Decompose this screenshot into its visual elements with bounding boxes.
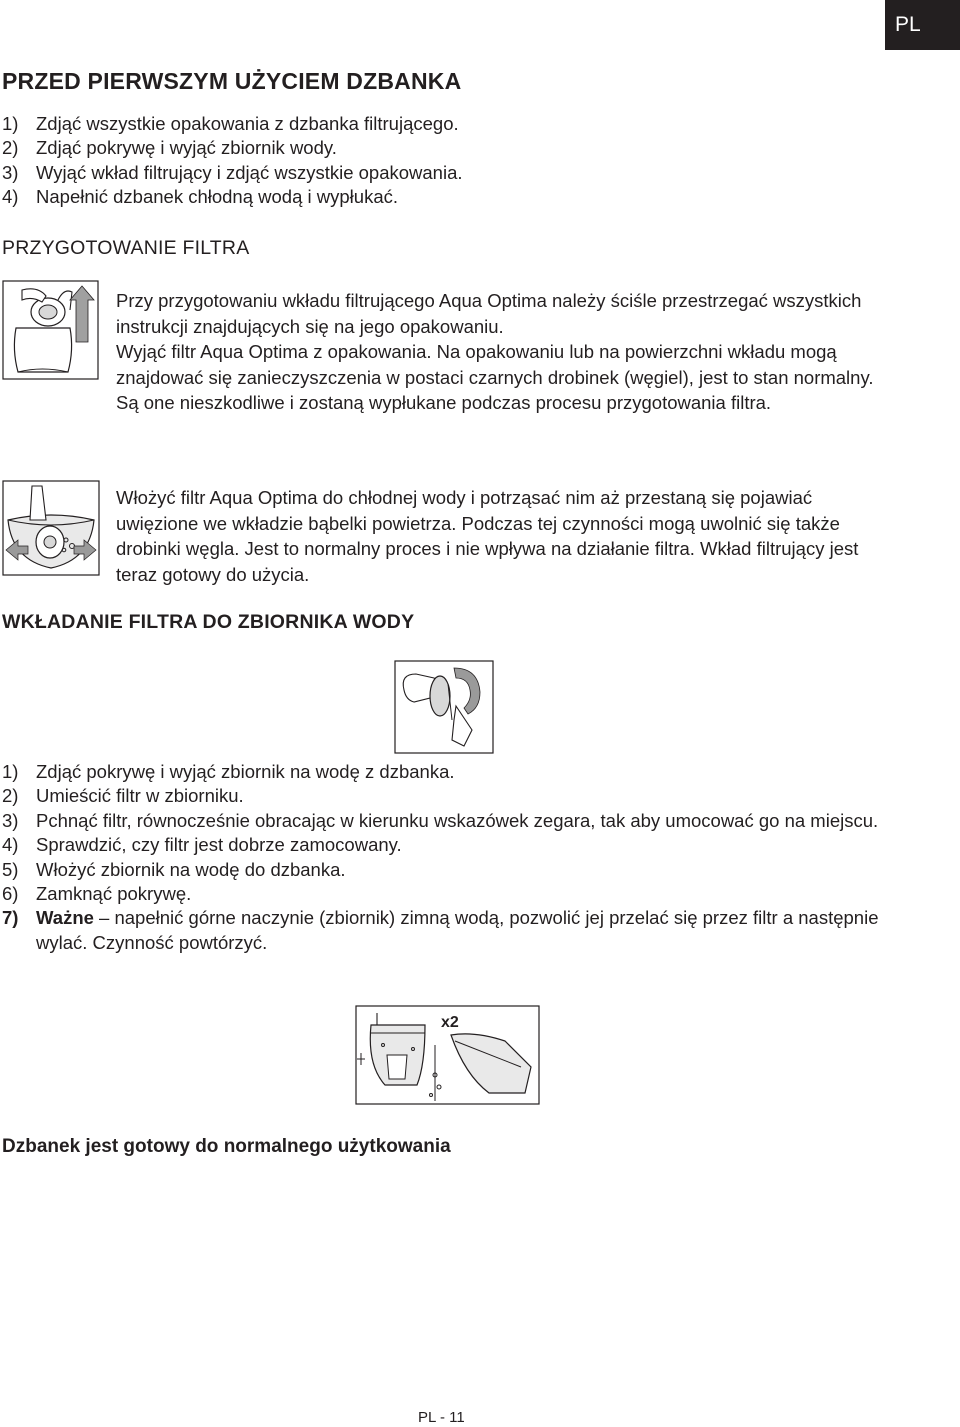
soak-filter-illustration — [2, 480, 100, 576]
ready-to-use-note: Dzbanek jest gotowy do normalnego użytkowania — [2, 1136, 451, 1157]
section-title-filter-preparation: PRZYGOTOWANIE FILTRA — [2, 237, 250, 259]
paragraph-text: Włożyć filtr Aqua Optima do chłodnej wody i potrząsać nim aż przestaną się pojawiać uwięzione we wkładzie bąbelki powietrza. Podczas tej czynności mogą uwolnić się także drobinki węgla. Jest to normalny proces i nie wpływa na działanie filtra. Wkład filtrujący jest teraz gotowy do użycia. — [116, 487, 859, 585]
step-number: 1) — [2, 761, 19, 782]
step-text: Zdjąć pokrywę i wyjąć zbiornik na wodę z dzbanka. — [36, 761, 455, 782]
step-text: Sprawdzić, czy filtr jest dobrze zamocowany. — [36, 834, 402, 856]
step-number: 2) — [2, 785, 19, 807]
step-number: 1) — [2, 113, 19, 134]
language-tab: PL — [885, 0, 960, 50]
important-label: Ważne — [36, 907, 94, 929]
filter-prep-paragraph — [116, 288, 896, 416]
list-item-important — [2, 906, 902, 955]
step-text: Pchnąć filtr, równocześnie obracając w kierunku wskazówek zegara, tak aby umocować go na miejscu. — [36, 809, 879, 831]
section-title-insert-filter: WKŁADANIE FILTRA DO ZBIORNIKA WODY — [2, 611, 415, 633]
list-item — [2, 784, 902, 808]
list-item — [2, 858, 902, 882]
first-use-steps — [2, 112, 463, 210]
list-item — [2, 112, 463, 136]
step-number: 6) — [2, 883, 19, 905]
step-number: 4) — [2, 186, 19, 208]
flush-twice-illustration — [355, 1005, 540, 1105]
step-text: Wyjąć wkład filtrujący i zdjąć wszystkie opakowania. — [36, 161, 463, 183]
insert-filter-steps — [2, 760, 902, 955]
section-title-before-first-use: PRZED PIERWSZYM UŻYCIEM DZBANKA — [2, 68, 462, 94]
paragraph-text: Wyjąć filtr Aqua Optima z opakowania. Na opakowaniu lub na powierzchni wkładu mogą znajdować się zanieczyszczenia w postaci czarnych drobinek (węgiel), jest to stan normalny. Są one nieszkodliwe i zostaną wypłukane podczas procesu przygotowania filtra. — [116, 341, 874, 413]
step-text: Zamknąć pokrywę. — [36, 883, 192, 905]
step-number: 3) — [2, 161, 19, 183]
step-text: Włożyć zbiornik na wodę do dzbanka. — [36, 858, 346, 880]
step-number: 2) — [2, 137, 19, 159]
list-item — [2, 185, 463, 209]
soak-filter-paragraph — [116, 485, 896, 587]
page-number: PL - 11 — [418, 1409, 465, 1426]
paragraph-text: Przy przygotowaniu wkładu filtrującego Aqua Optima należy ściśle przestrzegać wszystkich instrukcji znajdujących się na jego opakowaniu. — [116, 290, 862, 337]
step-number: 3) — [2, 809, 19, 831]
insert-filter-illustration — [394, 660, 494, 754]
step-number: 4) — [2, 834, 19, 856]
step-number: 7) — [2, 907, 19, 929]
step-text: Umieścić filtr w zbiorniku. — [36, 785, 244, 807]
list-item — [2, 809, 902, 833]
step-text: Zdjąć pokrywę i wyjąć zbiornik wody. — [36, 137, 337, 159]
list-item — [2, 882, 902, 906]
list-item — [2, 833, 902, 857]
repeat-count-label: x2 — [441, 1014, 459, 1031]
step-text: – napełnić górne naczynie (zbiornik) zimną wodą, pozwolić jej przelać się przez filtr a następnie wylać. Czynność powtórzyć. — [36, 907, 879, 953]
step-text: Napełnić dzbanek chłodną wodą i wypłukać. — [36, 186, 398, 208]
unpack-filter-illustration — [2, 280, 99, 380]
list-item — [2, 760, 902, 784]
list-item — [2, 136, 463, 160]
step-text: Zdjąć wszystkie opakowania z dzbanka filtrującego. — [36, 113, 459, 134]
list-item — [2, 161, 463, 185]
step-number: 5) — [2, 858, 19, 880]
